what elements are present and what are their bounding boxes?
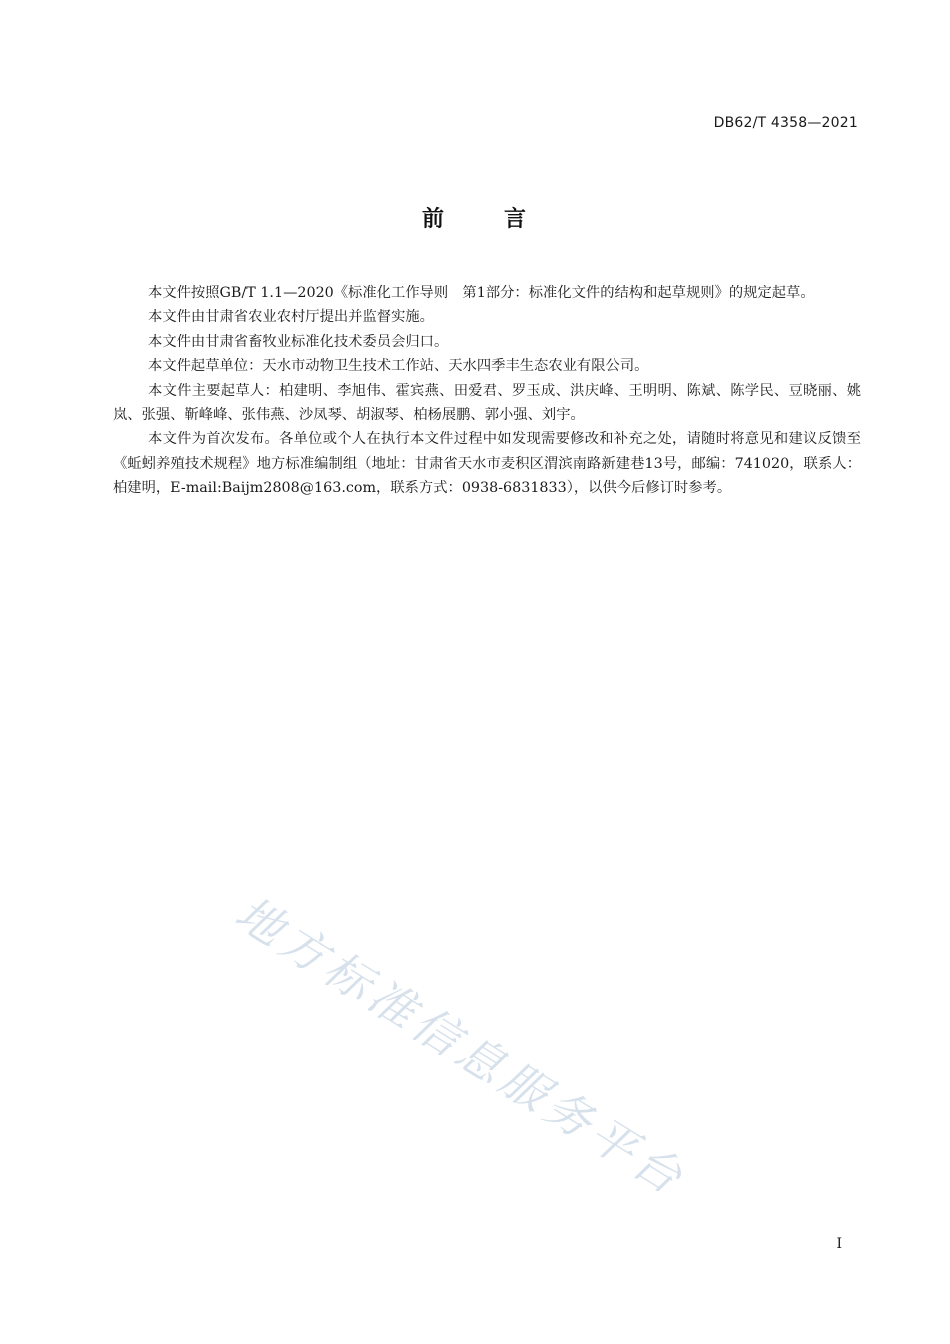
watermark: 地方标准信息服务平台 [226,885,696,1207]
paragraph-drafting-units: 本文件起草单位：天水市动物卫生技术工作站、天水四季丰生态农业有限公司。 [148,358,649,375]
preface-body [113,281,861,501]
page-title: 前言 [421,207,586,232]
paragraph-proposer: 本文件由甘肃省农业农村厅提出并监督实施。 [148,309,434,326]
page-number: I [836,1236,842,1252]
paragraph-drafters: 本文件主要起草人：柏建明、李旭伟、霍宾燕、田爱君、罗玉成、洪庆峰、王明明、陈斌、陈学民、豆晓丽、姚岚、张强、靳峰峰、张伟燕、沙凤琴、胡淑琴、柏杨展鹏、郭小强、刘宇。 [113,382,861,424]
paragraph-drafting-basis: 本文件按照GB/T 1.1—2020《标准化工作导则 第1部分：标准化文件的结构和起草规则》的规定起草。 [148,285,815,301]
paragraph-committee: 本文件由甘肃省畜牧业标准化技术委员会归口。 [148,333,449,350]
document-code: DB62/T 4358—2021 [713,115,858,131]
paragraph-first-release: 本文件为首次发布。各单位或个人在执行本文件过程中如发现需要修改和补充之处，请随时将意见和建议反馈至《蚯蚓养殖技术规程》地方标准编制组（地址：甘肃省天水市麦积区渭滨南路新建巷13号，邮编：741020，联系人：柏建明，E-mail:Baijm2808@163.com，联系方式：0938-6831833），以供今后修订时参考。 [113,431,861,497]
